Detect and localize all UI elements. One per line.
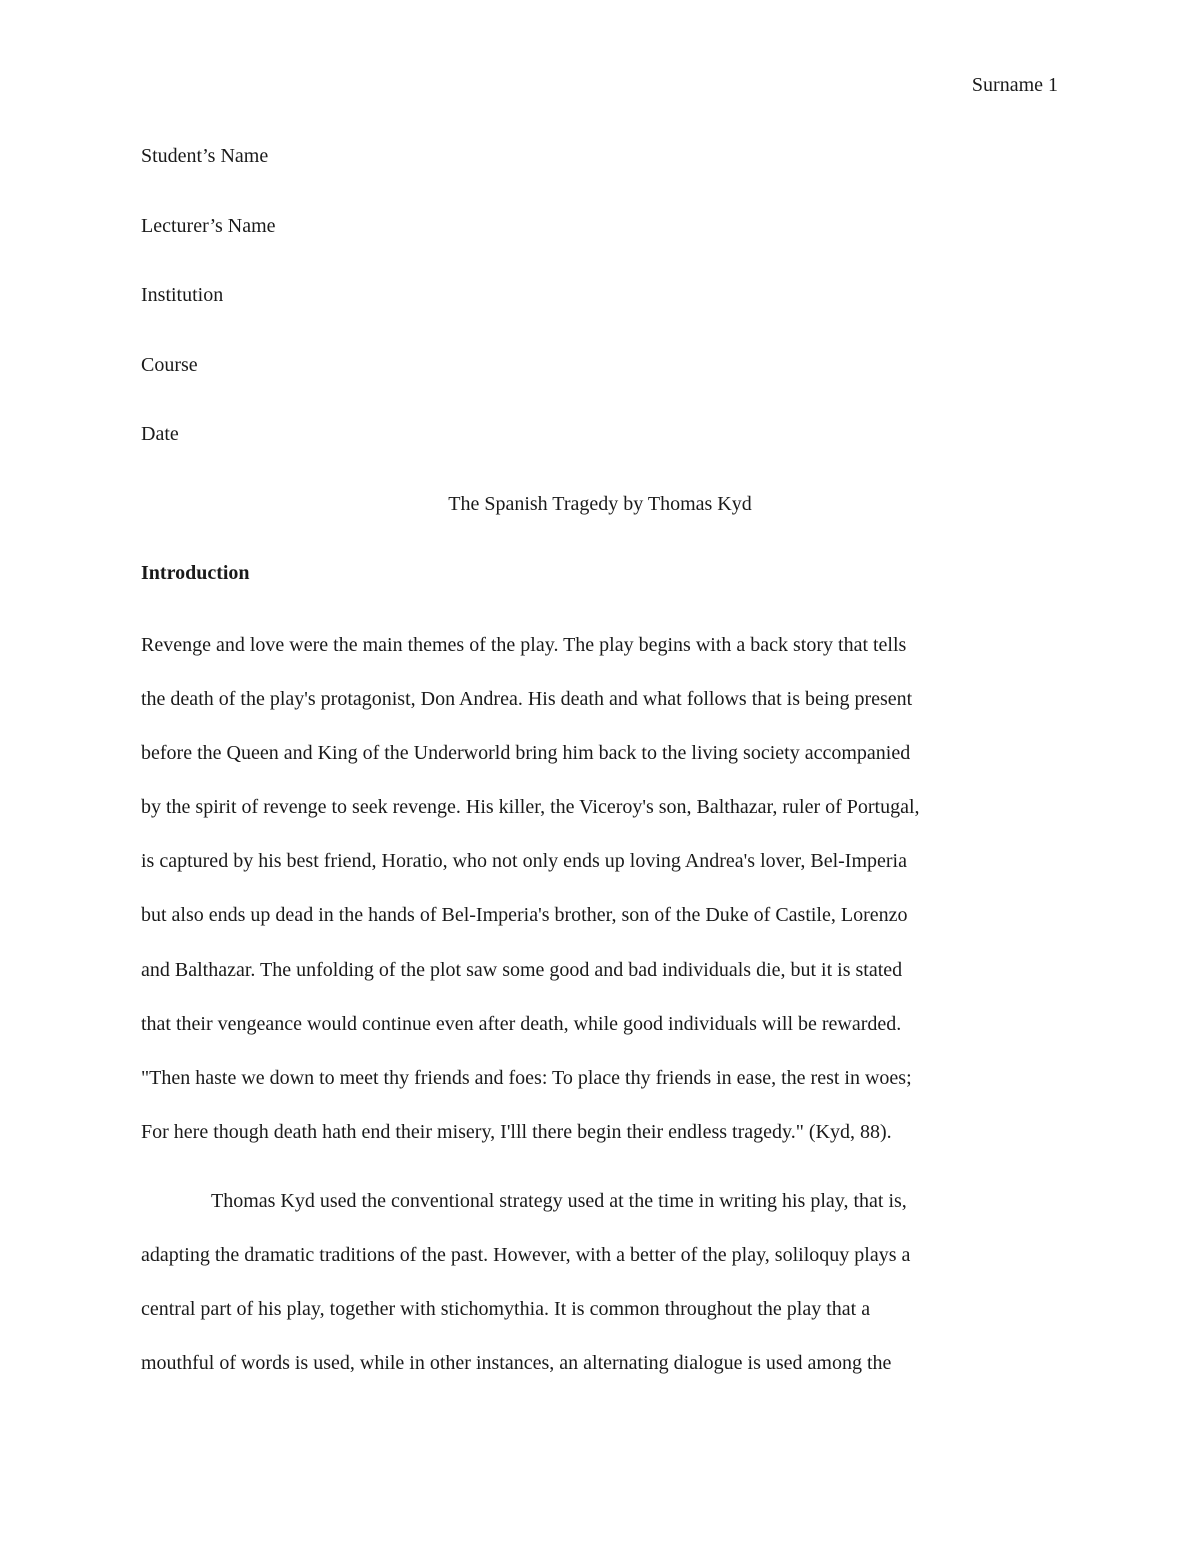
paragraph-line: by the spirit of revenge to seek revenge. His killer, the Viceroy's son, Balthazar, ruler of Portugal, [141,796,920,818]
paragraph-line: that their vengeance would continue even after death, while good individuals will be rewarded. [141,1013,902,1035]
paragraph-line: is captured by his best friend, Horatio, who not only ends up loving Andrea's lover, Bel-Imperia [141,850,907,872]
paragraph-line: central part of his play, together with stichomythia. It is common throughout the play that a [141,1298,871,1320]
paragraph-line: "Then haste we down to meet thy friends and foes: To place thy friends in ease, the rest in woes; [141,1067,912,1089]
paragraph-line: but also ends up dead in the hands of Bel-Imperia's brother, son of the Duke of Castile, Lorenzo [141,904,908,926]
student-name: Student’s Name [141,145,269,167]
paragraph-line: For here though death hath end their misery, I'lll there begin their endless tragedy." (Kyd, 88). [141,1121,892,1143]
lecturer-name: Lecturer’s Name [141,214,276,237]
paragraph-line: the death of the play's protagonist, Don Andrea. His death and what follows that is being present [141,688,913,710]
running-head: Surname 1 [971,74,1058,96]
date: Date [141,423,179,445]
paragraph-line: adapting the dramatic traditions of the past. However, with a better of the play, soliloquy plays a [141,1244,911,1266]
section-heading: Introduction [141,562,250,584]
paragraph-line: mouthful of words is used, while in other instances, an alternating dialogue is used among the [141,1352,892,1374]
course: Course [141,353,198,376]
paragraph-line: Thomas Kyd used the conventional strategy used at the time in writing his play, that is, [211,1190,907,1212]
paragraph-line: Revenge and love were the main themes of the play. The play begins with a back story that tells [141,634,907,656]
mla-heading [141,144,276,492]
paragraph-line: before the Queen and King of the Underworld bring him back to the living society accompanied [141,742,911,764]
paragraph-line: and Balthazar. The unfolding of the plot saw some good and bad individuals die, but it is stated [141,959,903,981]
institution: Institution [141,284,224,306]
document-title: The Spanish Tragedy by Thomas Kyd [448,493,752,515]
